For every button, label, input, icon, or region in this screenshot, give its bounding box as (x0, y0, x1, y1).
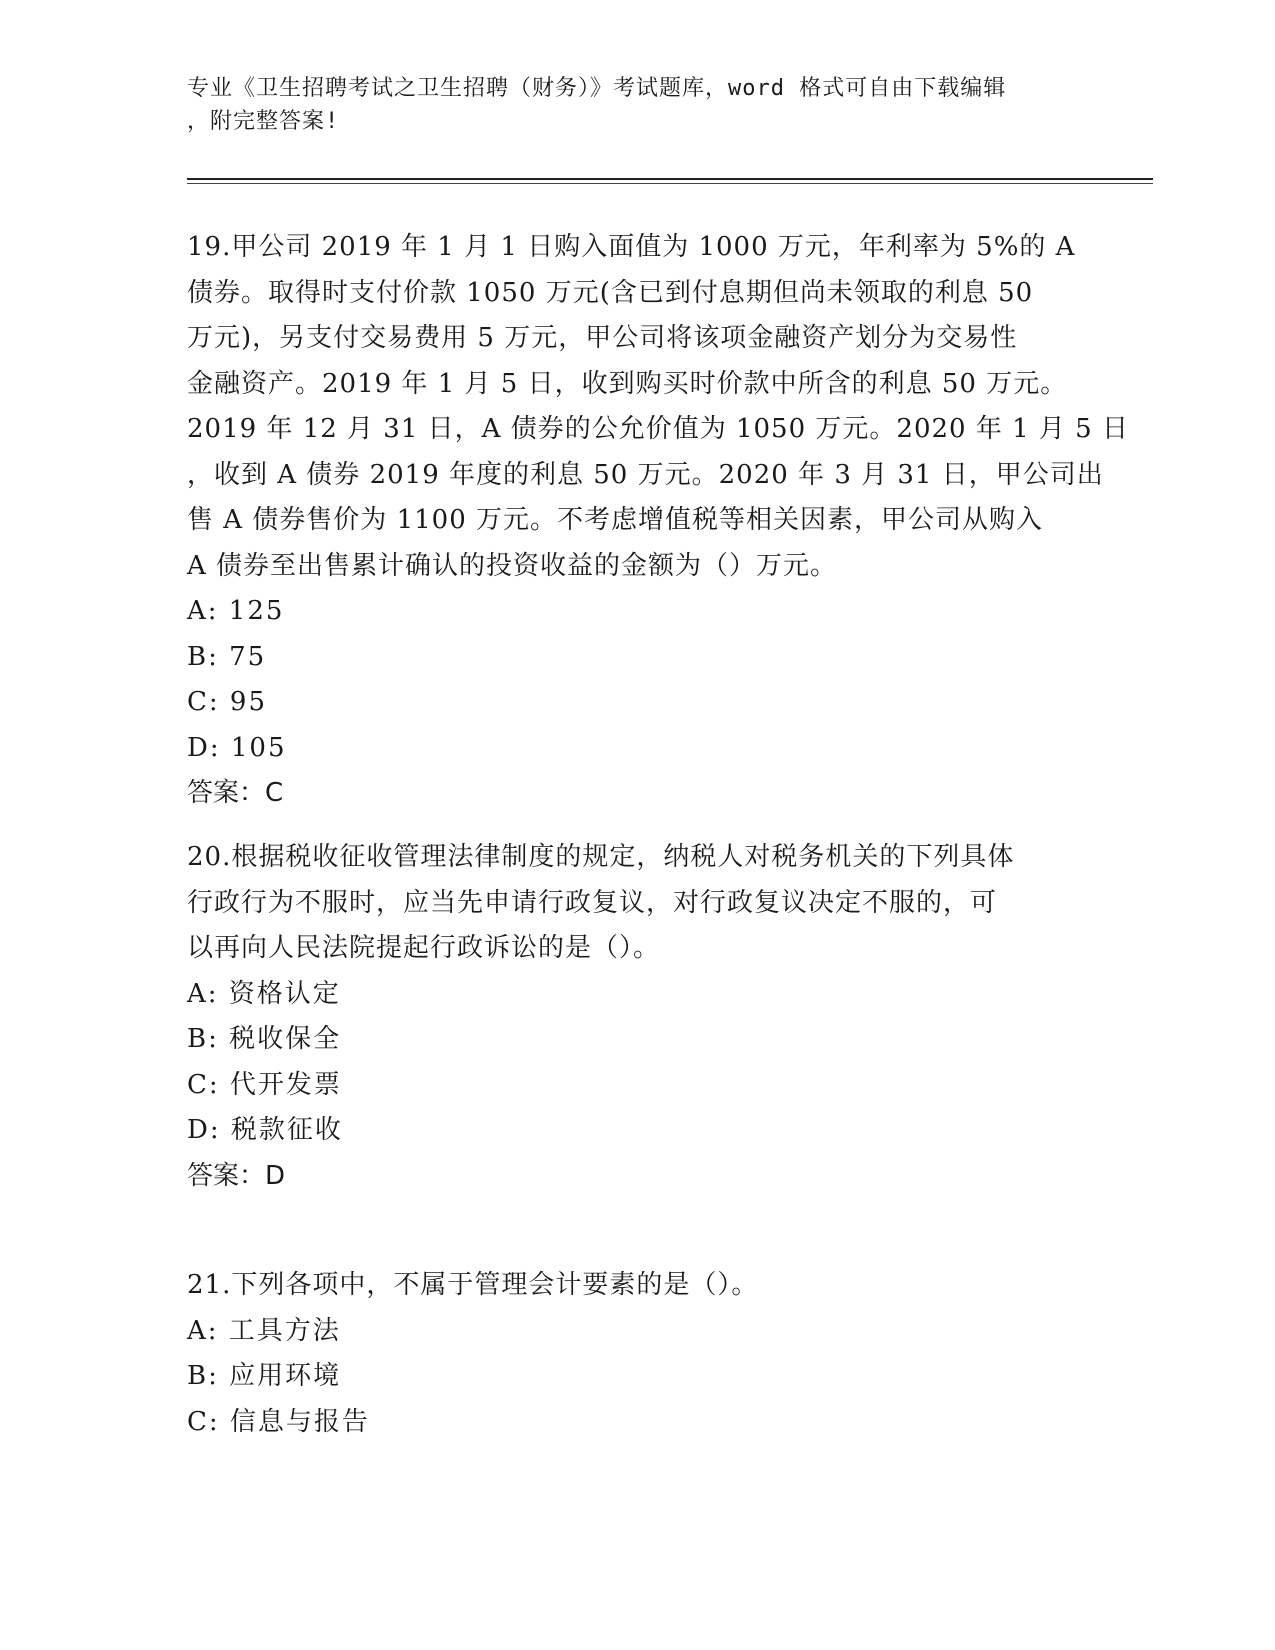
option-c: C: 95 (187, 687, 268, 717)
answer-label: 答案：D (187, 1160, 286, 1191)
question-text-line: 2019 年 12 月 31 日，A 债券的公允价值为 1050 万元。2020 年 1 月 5 日 (187, 414, 1129, 444)
option-b: B: 75 (187, 641, 267, 672)
answer-label: 答案：C (187, 778, 284, 808)
option-a: A: 125 (187, 596, 285, 626)
header-rule (187, 178, 1153, 180)
question-20 (187, 835, 1087, 1199)
question-19 (187, 225, 1129, 817)
question-text-line: 19.甲公司 2019 年 1 月 1 日购入面值为 1000 万元，年利率为 5%的 A (187, 232, 1076, 262)
question-text-line: 金融资产。2019 年 1 月 5 日，收到购买时价款中所含的利息 50 万元。 (187, 368, 1068, 399)
option-c: C: 代开发票 (187, 1069, 342, 1100)
option-a: A: 资格认定 (187, 978, 341, 1009)
question-21 (187, 1263, 1087, 1445)
header-line: 专业《卫生招聘考试之卫生招聘（财务）》考试题库，word 格式可自由下载编辑 (187, 76, 1007, 101)
question-text-line: 行政行为不服时，应当先申请行政复议，对行政复议决定不服的，可 (187, 887, 998, 918)
header-rule (187, 183, 1153, 184)
option-b: B: 应用环境 (187, 1361, 342, 1391)
question-text-line: 以再向人民法院提起行政诉讼的是（）。 (187, 933, 661, 963)
option-c: C: 信息与报告 (187, 1406, 370, 1437)
question-text-line: 20.根据税收征收管理法律制度的规定，纳税人对税务机关的下列具体 (187, 842, 1015, 872)
question-text-line: 21.下列各项中，不属于管理会计要素的是（）。 (187, 1270, 759, 1300)
header-line: ，附完整答案! (187, 109, 340, 134)
document-header (187, 72, 1087, 138)
question-text-line: A 债券至出售累计确认的投资收益的金额为（）万元。 (187, 550, 838, 581)
option-d: D: 税款征收 (187, 1115, 343, 1145)
option-b: B: 税收保全 (187, 1024, 342, 1054)
question-text-line: ，收到 A 债券 2019 年度的利息 50 万元。2020 年 3 月 31 日，甲公司出 (187, 459, 1104, 490)
question-text-line: 万元)，另支付交易费用 5 万元，甲公司将该项金融资产划分为交易性 (187, 323, 1018, 353)
option-a: A: 工具方法 (187, 1315, 341, 1346)
option-d: D: 105 (187, 732, 287, 763)
question-text-line: 债券。取得时支付价款 1050 万元(含已到付息期但尚未领取的利息 50 (187, 277, 1034, 308)
question-text-line: 售 A 债券售价为 1100 万元。不考虑增值税等相关因素，甲公司从购入 (187, 505, 1044, 535)
